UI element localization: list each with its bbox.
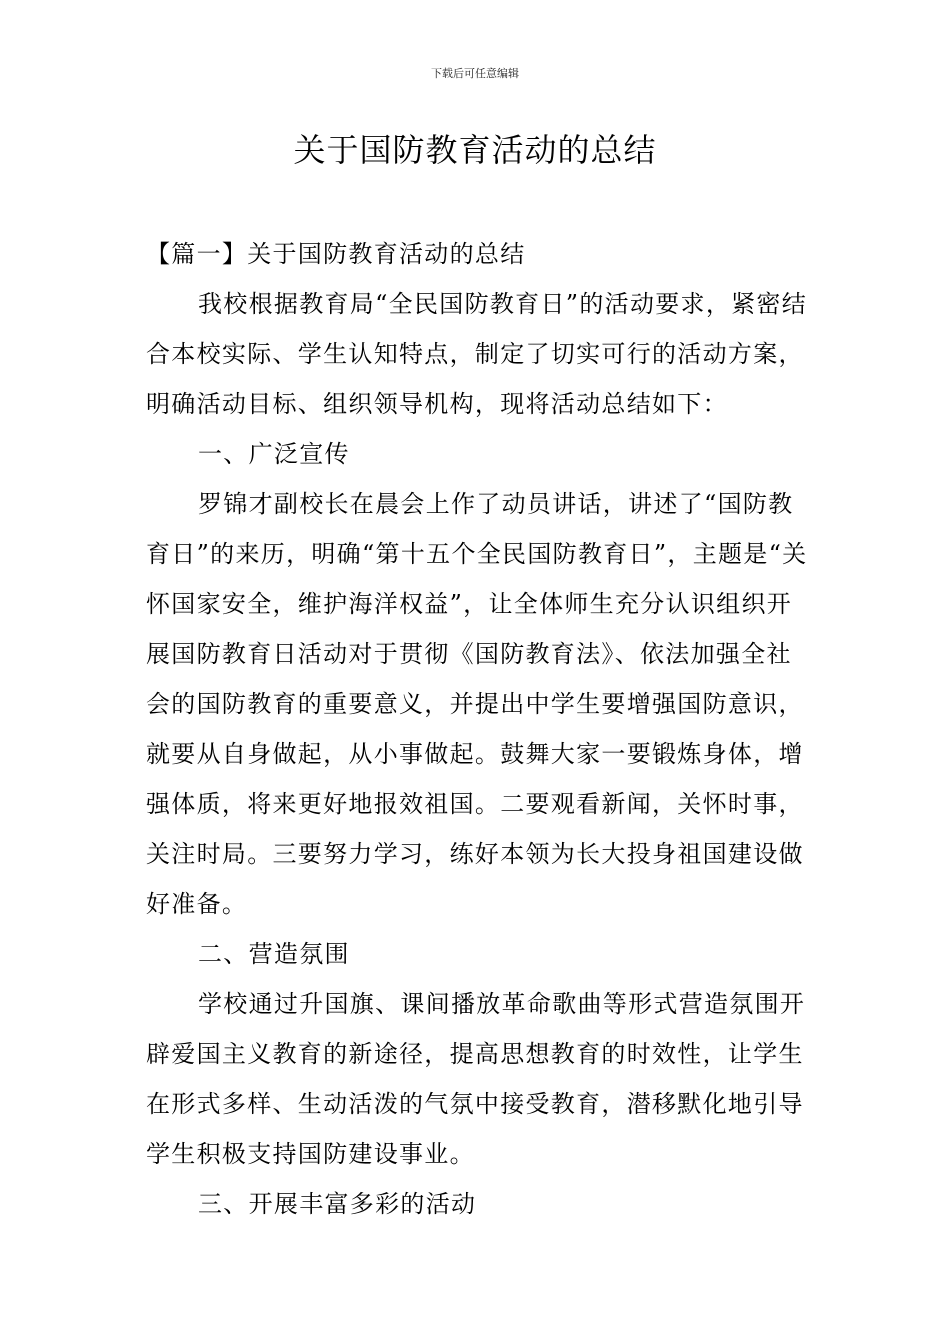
section-heading-1: 一、广泛宣传 <box>198 440 350 468</box>
paragraph-atmosphere: 学校通过升国旗、课间播放革命歌曲等形式营造氛围开辟爱国主义教育的新途径，提高思想教育的时效性，让学生在形式多样、生动活泼的气氛中接受教育，潜移默化地引导学生积极支持国防建设事业。 <box>146 990 806 1168</box>
document-title: 关于国防教育活动的总结 <box>293 131 657 169</box>
section-heading-3: 三、开展丰富多彩的活动 <box>198 1190 477 1218</box>
section-label: 【篇一】关于国防教育活动的总结 <box>146 240 526 268</box>
paragraph-publicity: 罗锦才副校长在晨会上作了动员讲话，讲述了“国防教育日”的来历，明确“第十五个全民国防教育日”，主题是“关怀国家安全，维护海洋权益”，让全体师生充分认识组织开展国防教育日活动对于贯彻《国防教育法》、依法加强全社会的国防教育的重要意义，并提出中学生要增强国防意识，就要从自身做起，从小事做起。鼓舞大家一要锻炼身体，增强体质，将来更好地报效祖国。二要观看新闻，关怀时事，关注时局。三要努力学习，练好本领为长大投身祖国建设做好准备。 <box>146 490 808 918</box>
header-note: 下载后可任意编辑 <box>431 67 519 80</box>
document-body <box>146 229 808 1229</box>
section-heading-2: 二、营造氛围 <box>198 940 350 968</box>
intro-paragraph: 我校根据教育局“全民国防教育日”的活动要求，紧密结合本校实际、学生认知特点，制定了切实可行的活动方案，明确活动目标、组织领导机构，现将活动总结如下： <box>146 290 808 418</box>
